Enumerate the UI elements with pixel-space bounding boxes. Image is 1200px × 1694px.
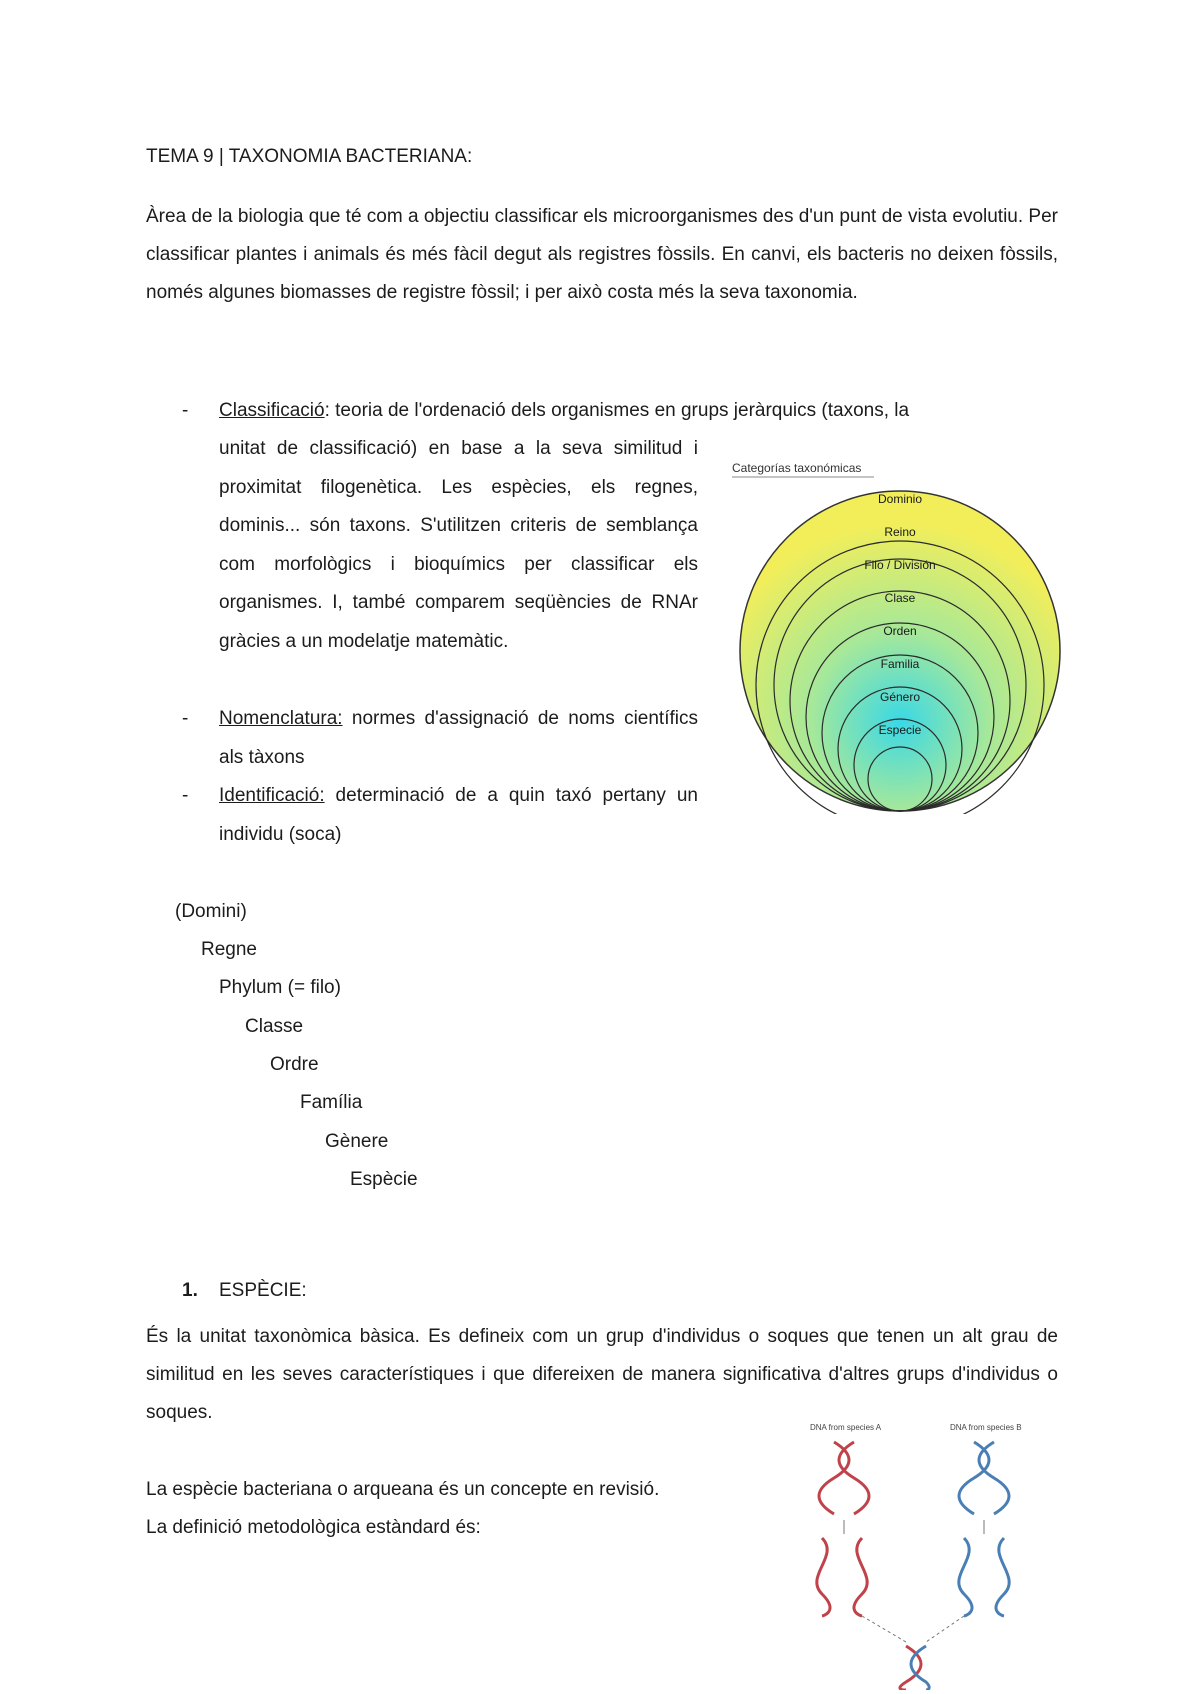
hierarchy-level-kingdom: Regne	[201, 939, 257, 960]
term-identification: Identificació:	[219, 785, 325, 806]
page-title: TEMA 9 | TAXONOMIA BACTERIANA:	[146, 146, 473, 167]
hierarchy-level-genus: Gènere	[325, 1131, 389, 1152]
section-heading: ESPÈCIE:	[219, 1280, 307, 1301]
hierarchy-level-class: Classe	[245, 1016, 304, 1037]
taxonomy-caption: Categorías taxonómicas	[732, 461, 862, 475]
hierarchy-level-phylum: Phylum (= filo)	[219, 977, 341, 998]
taxonomy-ring-label: Dominio	[877, 492, 923, 506]
definition-classification-rest: unitat de classificació) en base a la seva similitud i proximitat filogenètica. Les espècies, els regnes, dominis... són taxons. S'utilitzen criteris de semblança com morfològics i bioquímics per classificar els organismes. I, també comparem seqüències de RNAr gràcies a un modelatje matemàtic.	[219, 438, 698, 652]
taxonomy-ring-label: Reino	[884, 525, 916, 539]
term-classification: Classificació	[219, 400, 325, 421]
taxonomy-categories-figure	[732, 458, 1066, 814]
taxonomy-ring-label: Clase	[884, 591, 916, 605]
definition-nomenclature: Nomenclatura: normes d'assignació de noms científics als tàxons	[219, 708, 698, 768]
taxonomy-ring-label: Especie	[878, 723, 922, 737]
taxonomy-ring-label: Familia	[880, 657, 920, 671]
term-nomenclature: Nomenclatura:	[219, 708, 343, 729]
species-definition: És la unitat taxonòmica bàsica. Es defineix com un grup d'individus o soques que tenen un alt grau de similitud en les seves característiques i que difereixen de manera significativa d'altres grups d'individus o soques.	[146, 1326, 1058, 1423]
hierarchy-level-species: Espècie	[350, 1169, 418, 1190]
definition-classification-line1: Classificació: teoria de l'ordenació dels organismes en grups jeràrquics (taxons, la	[219, 400, 910, 421]
intro-paragraph: Àrea de la biologia que té com a objectiu classificar els microorganismes des d'un punt de vista evolutiu. Per classificar plantes i animals és més fàcil degut als registres fòssils. En canvi, els bacteris no deixen fòssils, només algunes biomasses de registre fòssil; i per això costa més la seva taxonomia.	[146, 206, 1058, 303]
hierarchy-level-domain: (Domini)	[175, 901, 247, 922]
taxonomy-ring-label: Orden	[883, 624, 917, 638]
definition-identification: Identificació: determinació de a quin taxó pertany un individu (soca)	[219, 785, 698, 845]
dna-label-species-b: DNA from species B	[950, 1423, 1022, 1432]
definition-classification-text: teoria de l'ordenació dels organismes en grups jeràrquics (taxons, la	[329, 400, 910, 421]
list-dash: -	[182, 785, 189, 806]
dna-label-species-a: DNA from species A	[810, 1423, 882, 1432]
list-dash: -	[182, 400, 189, 421]
hierarchy-level-family: Família	[300, 1092, 363, 1113]
list-dash: -	[182, 708, 189, 729]
dna-hybridization-figure	[800, 1420, 1060, 1690]
taxonomy-ring-label: Filo / División	[864, 558, 936, 572]
section-number: 1.	[182, 1280, 198, 1301]
taxonomy-ring-label: Género	[879, 690, 921, 704]
species-concept: La espècie bacteriana o arqueana és un concepte en revisió. La definició metodològica estàndard és:	[146, 1479, 660, 1538]
hierarchy-level-order: Ordre	[270, 1054, 319, 1075]
